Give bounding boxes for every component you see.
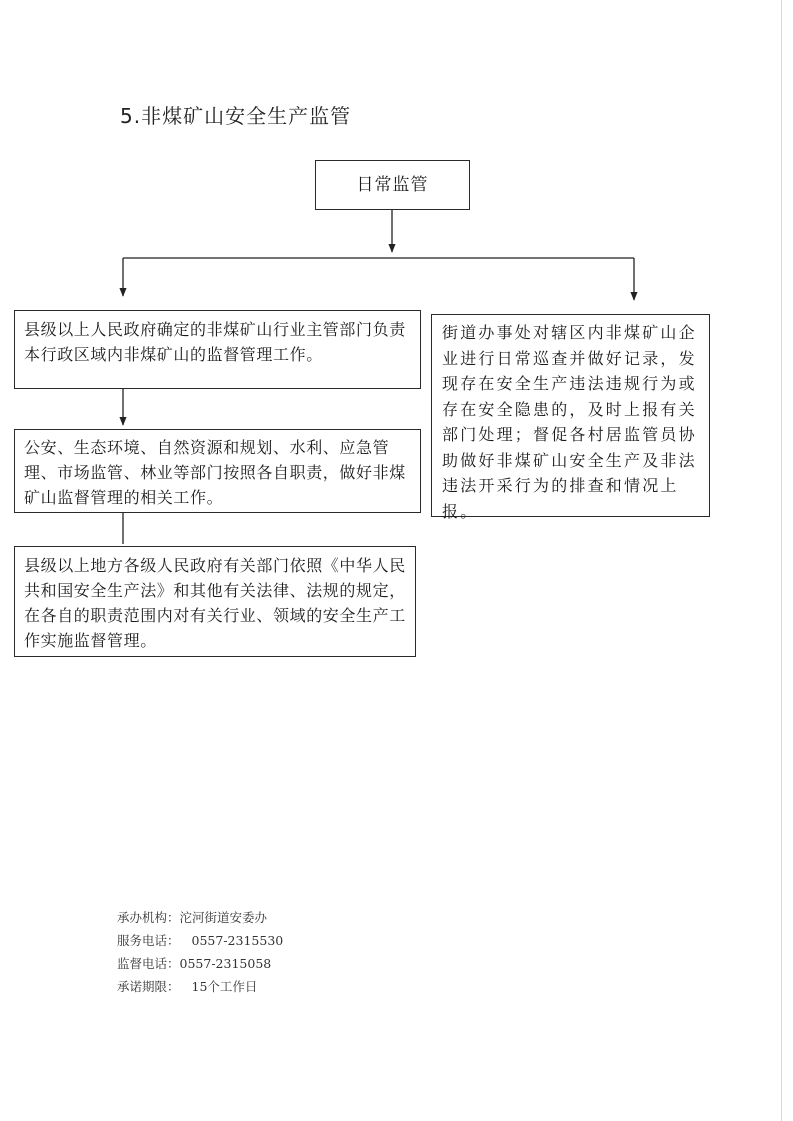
service-phone-label: 服务电话： (117, 933, 180, 948)
deadline-row (117, 975, 283, 998)
node-county-authority: 县级以上人民政府确定的非煤矿山行业主管部门负责本行政区域内非煤矿山的监督管理工作。 (14, 310, 421, 389)
supervise-phone-value: 0557-2315058 (179, 956, 272, 971)
node-departments: 公安、生态环境、自然资源和规划、水利、应急管理、市场监管、林业等部门按照各自职责，做好非煤矿山监督管理的相关工作。 (14, 429, 421, 513)
org-value: 沱河街道安委办 (179, 910, 268, 925)
service-phone-value: 0557-2315530 (191, 933, 284, 948)
supervise-phone-row (117, 952, 283, 975)
page-title: 5.非煤矿山安全生产监管 (120, 104, 352, 128)
contact-info (117, 906, 283, 998)
org-label: 承办机构： (117, 910, 180, 925)
org-row (117, 906, 283, 929)
deadline-label: 承诺期限： (117, 979, 180, 994)
deadline-value: 15个工作日 (191, 979, 258, 994)
supervise-phone-label: 监督电话： (117, 956, 180, 971)
node-subdistrict-office: 街道办事处对辖区内非煤矿山企业进行日常巡查并做好记录，发现存在安全生产违法违规行为或存在安全隐患的，及时上报有关部门处理；督促各村居监管员协助做好非煤矿山安全生产及非法违法开采行为的排查和情况上报。 (431, 314, 710, 517)
node-local-government: 县级以上地方各级人民政府有关部门依照《中华人民共和国安全生产法》和其他有关法律、法规的规定，在各自的职责范围内对有关行业、领域的安全生产工作实施监督管理。 (14, 546, 416, 657)
node-daily-supervision: 日常监管 (315, 160, 470, 210)
service-phone-row (117, 929, 283, 952)
